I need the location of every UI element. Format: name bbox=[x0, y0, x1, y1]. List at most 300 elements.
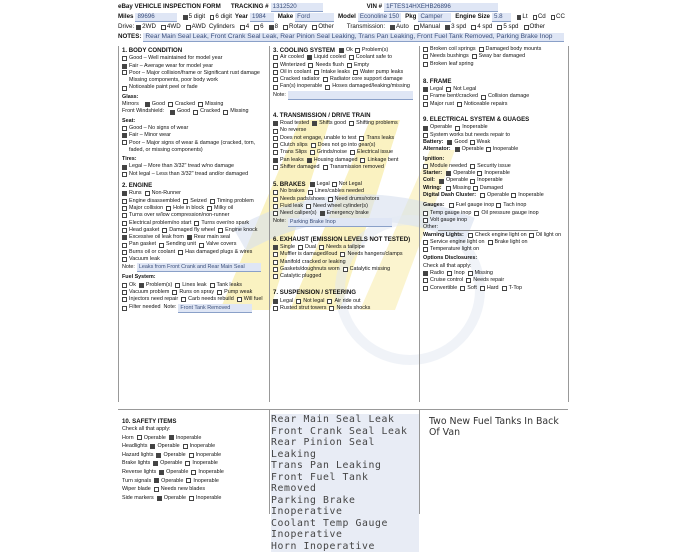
hard-checkbox[interactable] bbox=[480, 286, 485, 291]
body-condition-3-checkbox[interactable] bbox=[122, 86, 127, 91]
ok-checkbox[interactable] bbox=[339, 48, 344, 53]
hoses-damaged-leaking-missing-checkbox[interactable] bbox=[325, 85, 330, 90]
rear-main-seal-checkbox[interactable] bbox=[187, 235, 192, 240]
broken-coil-springs-checkbox[interactable] bbox=[423, 47, 428, 52]
transmission-title: 4. TRANSMISSION / DRIVE TRAIN bbox=[273, 112, 417, 119]
convertible-checkbox[interactable] bbox=[423, 286, 428, 291]
frame-title: 8. FRAME bbox=[423, 78, 566, 85]
headlights-operable-label: Operable bbox=[157, 442, 179, 451]
safety-row bbox=[122, 459, 267, 468]
legal-checkbox[interactable] bbox=[310, 182, 315, 187]
broken-coil-springs-label: Broken coil springs bbox=[430, 46, 476, 53]
injectors-need-repair-checkbox[interactable] bbox=[122, 297, 127, 302]
need-drums-rotors-checkbox[interactable] bbox=[328, 197, 333, 202]
horn-inoperable-label: Inoperable bbox=[176, 434, 201, 443]
needs-bushings-checkbox[interactable] bbox=[423, 54, 428, 59]
hazard-lights-operable-checkbox[interactable] bbox=[156, 453, 161, 458]
radiator-core-support-damage-checkbox[interactable] bbox=[323, 77, 328, 82]
cylinders-label: Cylinders bbox=[209, 22, 235, 33]
legal-checkbox[interactable] bbox=[273, 299, 278, 304]
air-ride-out-label: Air ride out bbox=[334, 298, 360, 305]
trans-other-label: Other bbox=[530, 22, 545, 33]
damaged-fly-wheel-checkbox[interactable] bbox=[162, 228, 167, 233]
coolant-safe-to-label: Coolant safe to bbox=[356, 54, 392, 61]
excessive-oil-leak-from-checkbox[interactable] bbox=[122, 235, 127, 240]
needs-shocks-checkbox[interactable] bbox=[329, 306, 334, 311]
drive-2wd-label: 2WD bbox=[142, 22, 156, 33]
vin-label: VIN # bbox=[367, 2, 382, 13]
battery-weak-checkbox[interactable] bbox=[470, 140, 475, 145]
pan-gasket-checkbox[interactable] bbox=[122, 243, 127, 248]
spacer bbox=[273, 280, 417, 285]
safety-row bbox=[122, 434, 267, 443]
brake-light-on-checkbox[interactable] bbox=[488, 240, 493, 245]
water-pump-leaks-checkbox[interactable] bbox=[353, 70, 358, 75]
service-engine-light-on-label: Service engine light on bbox=[430, 239, 485, 246]
head-gasket-checkbox[interactable] bbox=[122, 228, 127, 233]
muffler-is-damaged-loud-checkbox[interactable] bbox=[273, 252, 278, 257]
model-field[interactable]: Econoline 150 bbox=[358, 13, 401, 22]
hazard-lights-label: Hazard lights bbox=[122, 451, 153, 460]
trans-auto-checkbox[interactable] bbox=[390, 25, 395, 30]
runs-checkbox[interactable] bbox=[122, 191, 127, 196]
headlights-inoperable-checkbox[interactable] bbox=[183, 444, 188, 449]
hazard-lights-inoperable-checkbox[interactable] bbox=[189, 453, 194, 458]
fuel-gauge-inop-checkbox[interactable] bbox=[449, 203, 454, 208]
electrical-problem-no-start-label: Electrical problem/no start bbox=[129, 220, 191, 227]
fluid-leak-checkbox[interactable] bbox=[273, 204, 278, 209]
tracking-field[interactable]: 1312520 bbox=[271, 3, 323, 12]
overflow-notes-field[interactable] bbox=[271, 414, 419, 552]
road-tested-checkbox[interactable] bbox=[273, 121, 278, 126]
alternator-operable-checkbox[interactable] bbox=[455, 147, 460, 152]
volt-gauge-inop-label: Volt gauge inop bbox=[430, 217, 467, 224]
broken-leaf-spring-checkbox[interactable] bbox=[423, 62, 428, 67]
needs-hangers-clamps-label: Needs hangers/clamps bbox=[347, 251, 402, 258]
shifts-good-checkbox[interactable] bbox=[312, 121, 317, 126]
trans-leaks-label: Trans leaks bbox=[366, 135, 394, 142]
problem-s-checkbox[interactable] bbox=[355, 48, 360, 53]
turn-signals-inoperable-checkbox[interactable] bbox=[186, 478, 191, 483]
coolant-safe-to-checkbox[interactable] bbox=[349, 55, 354, 60]
fuel-note-field[interactable]: Front Tank Removed bbox=[178, 304, 252, 313]
does-not-engage-unable-to-test-checkbox[interactable] bbox=[273, 136, 278, 141]
drive-4wd-checkbox[interactable] bbox=[161, 25, 166, 30]
electrical-issue-checkbox[interactable] bbox=[350, 150, 355, 155]
year-field[interactable]: 1984 bbox=[250, 13, 274, 22]
cluster-inoperable-checkbox[interactable] bbox=[511, 193, 516, 198]
alternator-inoperable-checkbox[interactable] bbox=[486, 147, 491, 152]
lines-cables-needed-label: Lines/cables needed bbox=[315, 188, 364, 195]
horn-inoperable-checkbox[interactable] bbox=[169, 435, 174, 440]
need-caliper-s-checkbox[interactable] bbox=[273, 211, 278, 216]
overflow-note-line: Rear Pinion Seal Leaking bbox=[271, 437, 419, 460]
runs-on-spray-checkbox[interactable] bbox=[172, 290, 177, 295]
trans-4spd-checkbox[interactable] bbox=[471, 25, 476, 30]
note-field[interactable]: Parking Brake Inop bbox=[288, 218, 392, 227]
seized-checkbox[interactable] bbox=[183, 199, 188, 204]
non-runner-checkbox[interactable] bbox=[145, 191, 150, 196]
module-needed-checkbox[interactable] bbox=[423, 164, 428, 169]
no-brakes-checkbox[interactable] bbox=[273, 190, 278, 195]
starter-inoperable-label: Inoperable bbox=[484, 170, 509, 177]
seat-2-checkbox[interactable] bbox=[122, 140, 127, 145]
miles-field[interactable]: 89696 bbox=[135, 13, 177, 22]
trans-manual-checkbox[interactable] bbox=[414, 25, 419, 30]
security-issue-checkbox[interactable] bbox=[470, 164, 475, 169]
trans-3spd-label: 3 spd bbox=[451, 22, 466, 33]
legal-checkbox[interactable] bbox=[423, 87, 428, 92]
engine-disassembled-label: Engine disassembled bbox=[129, 198, 180, 205]
electrical-issue-label: Electrical issue bbox=[357, 149, 393, 156]
collision-damage-checkbox[interactable] bbox=[481, 95, 486, 100]
noticeable-repairs-checkbox[interactable] bbox=[457, 102, 462, 107]
inop-checkbox[interactable] bbox=[447, 271, 452, 276]
intake-leaks-checkbox[interactable] bbox=[314, 70, 319, 75]
safety-row bbox=[122, 451, 267, 460]
timing-problem-label: Timing problem bbox=[217, 198, 254, 205]
oil-light-on-label: Oil light on bbox=[536, 232, 561, 239]
tach-inop-checkbox[interactable] bbox=[496, 203, 501, 208]
needs-a-tailpipe-checkbox[interactable] bbox=[319, 245, 324, 250]
not-legal-label: Not legal bbox=[303, 298, 324, 305]
timing-problem-checkbox[interactable] bbox=[210, 199, 215, 204]
shifts-good-label: Shifts good bbox=[319, 120, 346, 127]
hole-in-block-label: Hole in block bbox=[173, 205, 204, 212]
tires-0-checkbox[interactable] bbox=[122, 165, 127, 170]
radiator-core-support-damage-label: Radiator core support damage bbox=[330, 76, 403, 83]
cracked-radiator-checkbox[interactable] bbox=[273, 77, 278, 82]
oil-pressure-gauge-inop-checkbox[interactable] bbox=[474, 211, 479, 216]
shifting-problems-checkbox[interactable] bbox=[349, 121, 354, 126]
engine-disassembled-checkbox[interactable] bbox=[122, 199, 127, 204]
milky-oil-checkbox[interactable] bbox=[207, 206, 212, 211]
seat-0-checkbox[interactable] bbox=[122, 126, 127, 131]
carb-needs-rebuild-checkbox[interactable] bbox=[181, 297, 186, 302]
checklist-row bbox=[423, 232, 566, 239]
ok-checkbox[interactable] bbox=[122, 283, 127, 288]
clutch-slips-checkbox[interactable] bbox=[273, 143, 278, 148]
other-line[interactable] bbox=[438, 224, 538, 231]
rusted-strut-towers-label: Rusted strut towers bbox=[280, 305, 326, 312]
form-title: eBay VEHICLE INSPECTION FORM bbox=[118, 2, 221, 13]
single-checkbox[interactable] bbox=[273, 245, 278, 250]
no-reverse-checkbox[interactable] bbox=[273, 129, 278, 134]
vin-field[interactable]: 1FTES14HXEHB26896 bbox=[384, 3, 498, 12]
column-divider bbox=[269, 410, 270, 514]
no-reverse-label: No reverse bbox=[280, 127, 306, 134]
starter-inoperable-checkbox[interactable] bbox=[477, 171, 482, 176]
trans-other-checkbox[interactable] bbox=[524, 25, 529, 30]
inoperable-checkbox[interactable] bbox=[455, 126, 460, 131]
lines-cables-needed-checkbox[interactable] bbox=[308, 190, 313, 195]
note-field[interactable]: Leaks from Front Crank and Rear Main Seal bbox=[137, 263, 261, 272]
overflow-note-line: Trans Pan Leaking bbox=[271, 460, 419, 472]
trans-4spd-label: 4 spd bbox=[477, 22, 492, 33]
coil-operable-checkbox[interactable] bbox=[439, 179, 444, 184]
side-markers-operable-checkbox[interactable] bbox=[157, 496, 162, 501]
body-condition-2-checkbox[interactable] bbox=[122, 70, 127, 75]
other-label: Other: bbox=[423, 224, 438, 231]
pkg-label: Pkg bbox=[405, 12, 416, 23]
emergency-brake-checkbox[interactable] bbox=[320, 211, 325, 216]
grinds-noise-checkbox[interactable] bbox=[310, 150, 315, 155]
wiring-damaged-checkbox[interactable] bbox=[473, 186, 478, 191]
seat-1-checkbox[interactable] bbox=[122, 133, 127, 138]
cluster-operable-checkbox[interactable] bbox=[480, 193, 485, 198]
options-sub-row bbox=[423, 263, 566, 270]
missing-checkbox[interactable] bbox=[468, 271, 473, 276]
reverse-lights-label: Reverse lights bbox=[122, 468, 156, 477]
cyl-other-checkbox[interactable] bbox=[312, 25, 317, 30]
turns-over-w-low-compression-non-runner-checkbox[interactable] bbox=[122, 213, 127, 218]
cluster-label: Digital Dash Cluster: bbox=[423, 192, 476, 199]
checklist-row bbox=[122, 190, 267, 197]
engine-field[interactable]: 5.8 bbox=[492, 13, 511, 22]
shifter-damaged-checkbox[interactable] bbox=[273, 165, 278, 170]
major-collision-checkbox[interactable] bbox=[122, 206, 127, 211]
tank-leaks-checkbox[interactable] bbox=[210, 283, 215, 288]
liquid-cooled-checkbox[interactable] bbox=[307, 55, 312, 60]
air-ride-out-checkbox[interactable] bbox=[327, 299, 332, 304]
catalytic-plugged-checkbox[interactable] bbox=[273, 274, 278, 279]
note-field[interactable] bbox=[288, 91, 413, 100]
checklist-row bbox=[122, 241, 267, 248]
needs-flush-checkbox[interactable] bbox=[308, 63, 313, 68]
good-checkbox[interactable] bbox=[170, 110, 175, 115]
battery-good-checkbox[interactable] bbox=[447, 140, 452, 145]
rear-main-seal-label: Rear main seal bbox=[194, 234, 230, 241]
digit6-checkbox[interactable] bbox=[210, 15, 214, 20]
trans-5spd-checkbox[interactable] bbox=[497, 25, 502, 30]
cooling-system-title: 3. COOLING SYSTEM bbox=[273, 47, 335, 54]
drive-2wd-checkbox[interactable] bbox=[136, 25, 141, 30]
form-header bbox=[118, 2, 568, 42]
need-caliper-s-label: Need caliper(s) bbox=[280, 210, 317, 217]
engine-cc-checkbox[interactable] bbox=[551, 15, 555, 20]
coil-inoperable-checkbox[interactable] bbox=[470, 179, 475, 184]
pump-weak-label: Pump weak bbox=[224, 289, 252, 296]
brake-lights-label: Brake lights bbox=[122, 459, 150, 468]
trans-3spd-checkbox[interactable] bbox=[445, 25, 450, 30]
overflow-note-line: Inoperative bbox=[271, 529, 419, 541]
will-fuel-checkbox[interactable] bbox=[237, 297, 242, 302]
engine-cd-checkbox[interactable] bbox=[533, 15, 537, 20]
drive-4wd-label: 4WD bbox=[167, 22, 181, 33]
checklist-row bbox=[122, 304, 267, 313]
fan-s-inoperable-checkbox[interactable] bbox=[273, 85, 278, 90]
cruise-control-checkbox[interactable] bbox=[423, 278, 428, 283]
checklist-row bbox=[273, 210, 417, 217]
brakes-title: 5. BRAKES bbox=[273, 181, 306, 188]
side-note-field[interactable]: Two New Fuel Tanks In Back Of Van bbox=[429, 416, 559, 438]
does-not-engage-unable-to-test-label: Does not engage, unable to test bbox=[280, 135, 356, 142]
checklist-row bbox=[273, 244, 417, 251]
cyl-6-checkbox[interactable] bbox=[254, 25, 259, 30]
filter-needed-label: Filter needed bbox=[129, 304, 160, 311]
cracked-checkbox[interactable] bbox=[168, 102, 173, 107]
needs-hangers-clamps-checkbox[interactable] bbox=[340, 252, 345, 257]
problem-s-checkbox[interactable] bbox=[139, 283, 144, 288]
volt-gauge-inop-checkbox[interactable] bbox=[423, 218, 428, 223]
alternator-label: Alternator: bbox=[423, 146, 451, 153]
not-legal-checkbox[interactable] bbox=[446, 87, 451, 92]
noticeable-repairs-label: Noticeable repairs bbox=[464, 101, 507, 108]
checklist-row bbox=[273, 135, 417, 142]
manifold-cracked-or-leaking-checkbox[interactable] bbox=[273, 260, 278, 265]
drive-awd-checkbox[interactable] bbox=[186, 25, 191, 30]
winterized-checkbox[interactable] bbox=[273, 63, 278, 68]
radio-checkbox[interactable] bbox=[423, 271, 428, 276]
temperature-light-on-checkbox[interactable] bbox=[423, 247, 428, 252]
sending-unit-checkbox[interactable] bbox=[159, 243, 164, 248]
tires-1-checkbox[interactable] bbox=[122, 172, 127, 177]
engine-knock-checkbox[interactable] bbox=[218, 228, 223, 233]
turns-over-no-spark-checkbox[interactable] bbox=[194, 221, 199, 226]
turns-over-w-low-compression-non-runner-label: Turns over w/low compression/non-runner bbox=[129, 212, 229, 219]
pan-leaks-checkbox[interactable] bbox=[273, 158, 278, 163]
checklist-row bbox=[273, 251, 417, 258]
overflow-note-line: Rear Main Seal Leak bbox=[271, 414, 419, 426]
cyl-4-checkbox[interactable] bbox=[240, 25, 245, 30]
pump-weak-checkbox[interactable] bbox=[217, 290, 222, 295]
housing-damaged-checkbox[interactable] bbox=[307, 158, 312, 163]
missing-checkbox[interactable] bbox=[198, 102, 203, 107]
sway-bar-damaged-checkbox[interactable] bbox=[472, 54, 477, 59]
system-works-but-needs-repair-to-checkbox[interactable] bbox=[423, 133, 428, 138]
brake-lights-inoperable-checkbox[interactable] bbox=[185, 461, 190, 466]
temp-gauge-inop-checkbox[interactable] bbox=[423, 211, 428, 216]
seat-condition-label: Good – No signs of wear bbox=[129, 125, 188, 132]
temperature-light-on-label: Temperature light on bbox=[430, 246, 479, 253]
checklist-row bbox=[273, 266, 417, 273]
pan-gasket-label: Pan gasket bbox=[129, 241, 156, 248]
air-cooled-checkbox[interactable] bbox=[273, 55, 278, 60]
has-damaged-plugs-wires-checkbox[interactable] bbox=[178, 250, 183, 255]
cracked-checkbox[interactable] bbox=[193, 110, 198, 115]
cyl-rotary-checkbox[interactable] bbox=[283, 25, 288, 30]
reverse-lights-operable-label: Operable bbox=[166, 468, 188, 477]
gaskets-doughnuts-worn-checkbox[interactable] bbox=[273, 267, 278, 272]
turn-signals-operable-checkbox[interactable] bbox=[154, 478, 159, 483]
engine-lt-checkbox[interactable] bbox=[517, 15, 521, 20]
soft-checkbox[interactable] bbox=[460, 286, 465, 291]
horn-operable-checkbox[interactable] bbox=[137, 435, 142, 440]
needs-repair-checkbox[interactable] bbox=[466, 278, 471, 283]
headlights-operable-checkbox[interactable] bbox=[150, 444, 155, 449]
hole-in-block-checkbox[interactable] bbox=[166, 206, 171, 211]
oil-pressure-gauge-inop-label: Oil pressure gauge inop bbox=[481, 210, 538, 217]
oil-light-on-checkbox[interactable] bbox=[529, 233, 534, 238]
dual-checkbox[interactable] bbox=[298, 245, 303, 250]
needs-pads-shoes-label: Needs pads/shoes bbox=[280, 196, 325, 203]
t-top-checkbox[interactable] bbox=[502, 286, 507, 291]
coil-label: Coil: bbox=[423, 177, 435, 184]
major-rust-checkbox[interactable] bbox=[423, 102, 428, 107]
reverse-lights-operable-checkbox[interactable] bbox=[159, 470, 164, 475]
missing-checkbox[interactable] bbox=[223, 110, 228, 115]
vacuum-leak-checkbox[interactable] bbox=[122, 257, 127, 262]
emergency-brake-label: Emergency brake bbox=[327, 210, 369, 217]
checklist-row bbox=[273, 259, 417, 266]
cyl-8-checkbox[interactable] bbox=[269, 25, 274, 30]
need-wheel-cylinder-s-checkbox[interactable] bbox=[306, 204, 311, 209]
pkg-field[interactable]: Camper bbox=[418, 13, 451, 22]
damaged-body-mounts-checkbox[interactable] bbox=[479, 47, 484, 52]
needs-pads-shoes-checkbox[interactable] bbox=[273, 197, 278, 202]
lines-leak-checkbox[interactable] bbox=[175, 283, 180, 288]
filter-needed-checkbox[interactable] bbox=[122, 306, 127, 311]
oil-in-coolant-checkbox[interactable] bbox=[273, 70, 278, 75]
tank-leaks-label: Tank leaks bbox=[217, 282, 242, 289]
overflow-note-line: Horn Inoperative bbox=[271, 541, 419, 552]
not-legal-checkbox[interactable] bbox=[296, 299, 301, 304]
soft-label: Soft bbox=[467, 285, 477, 292]
burns-oil-or-coolant-checkbox[interactable] bbox=[122, 250, 127, 255]
service-engine-light-on-checkbox[interactable] bbox=[423, 240, 428, 245]
checklist-row bbox=[273, 62, 417, 69]
empty-checkbox[interactable] bbox=[347, 63, 352, 68]
windshield-label: Front Windshield: bbox=[122, 108, 164, 115]
warning-lights-label: Warning Lights: bbox=[423, 232, 464, 239]
fuel-system-label: Fuel System: bbox=[122, 274, 267, 281]
make-label: Make bbox=[278, 12, 293, 23]
seat-condition-label: Poor – Major signs of wear & damage (cracked, torn, faded, or missing components) bbox=[129, 140, 255, 153]
valve-covers-checkbox[interactable] bbox=[199, 243, 204, 248]
checklist-row bbox=[273, 120, 417, 127]
transmission-removed-checkbox[interactable] bbox=[323, 165, 328, 170]
wiper-blade-needs-new-blades-checkbox[interactable] bbox=[154, 487, 159, 492]
checklist-row bbox=[273, 149, 417, 156]
good-label: Good bbox=[152, 101, 165, 108]
linkage-bent-checkbox[interactable] bbox=[360, 158, 365, 163]
checklist-row bbox=[423, 185, 566, 192]
starter-operable-checkbox[interactable] bbox=[446, 171, 451, 176]
electrical-problem-no-start-checkbox[interactable] bbox=[122, 221, 127, 226]
brake-lights-operable-checkbox[interactable] bbox=[153, 461, 158, 466]
not-legal-label: Not Legal bbox=[453, 86, 476, 93]
rusted-strut-towers-checkbox[interactable] bbox=[273, 306, 278, 311]
catalytic-missing-checkbox[interactable] bbox=[343, 267, 348, 272]
does-not-go-into-gear-s-checkbox[interactable] bbox=[311, 143, 316, 148]
side-markers-inoperable-checkbox[interactable] bbox=[189, 496, 194, 501]
battery-weak-label: Weak bbox=[477, 139, 491, 146]
not-legal-checkbox[interactable] bbox=[332, 182, 337, 187]
good-checkbox[interactable] bbox=[145, 102, 150, 107]
trans-manual-label: Manual bbox=[420, 22, 440, 33]
operable-checkbox[interactable] bbox=[423, 126, 428, 131]
temp-gauge-inop-label: Temp gauge inop bbox=[430, 210, 471, 217]
notes-label: NOTES: bbox=[118, 32, 141, 43]
wiring-missing-checkbox[interactable] bbox=[446, 186, 451, 191]
digit5-checkbox[interactable] bbox=[183, 15, 187, 20]
check-engine-light-on-checkbox[interactable] bbox=[468, 233, 473, 238]
body-condition-1-checkbox[interactable] bbox=[122, 64, 127, 69]
inoperable-label: Inoperable bbox=[462, 124, 487, 131]
reverse-lights-inoperable-checkbox[interactable] bbox=[191, 470, 196, 475]
vacuum-problem-checkbox[interactable] bbox=[122, 290, 127, 295]
notes-field[interactable]: Rear Main Seal Leak, Front Crank Seal Leak, Rear Pinion Seal Leaking, Trans Pan Leaking, Front Fuel Tank Removed, Parking Brake Inop bbox=[143, 33, 564, 42]
trans-leaks-checkbox[interactable] bbox=[359, 136, 364, 141]
body-condition-0-checkbox[interactable] bbox=[122, 56, 127, 61]
fluid-leak-label: Fluid leak bbox=[280, 203, 303, 210]
checklist-row bbox=[423, 53, 566, 60]
make-field[interactable]: Ford bbox=[295, 13, 334, 22]
fan-s-inoperable-label: Fan(s) inoperable bbox=[280, 83, 322, 90]
wiring-damaged-label: Damaged bbox=[480, 185, 503, 192]
trans-slips-checkbox[interactable] bbox=[273, 150, 278, 155]
frame-bent-cracked-checkbox[interactable] bbox=[423, 95, 428, 100]
